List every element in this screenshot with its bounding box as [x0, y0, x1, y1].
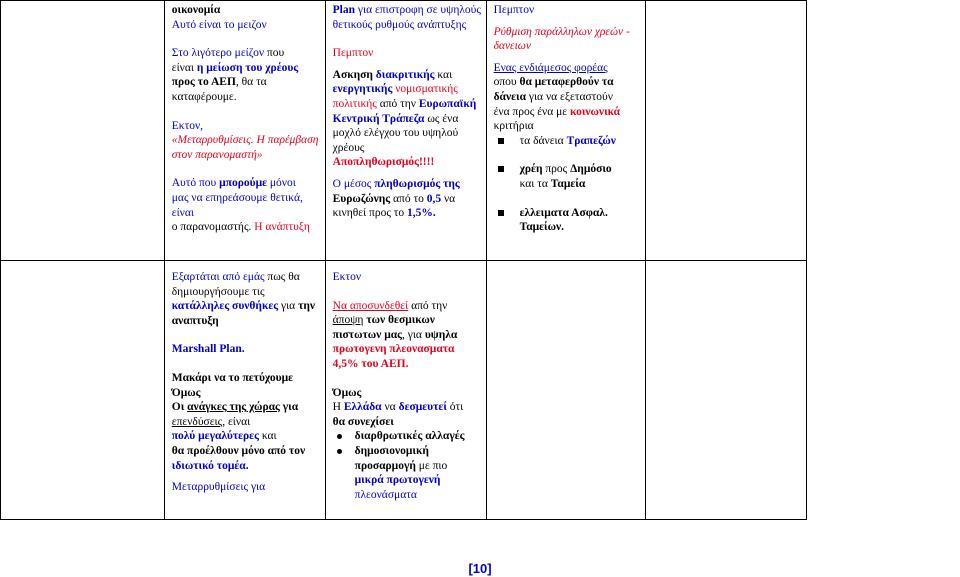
text-reforms-for: Μεταρρυθμίσεις για: [171, 481, 266, 494]
page-number: [10]: [468, 561, 492, 576]
paragraph-less-major: Στο λιγότερο μείζον που είναι η μείωση του χρέους προς το ΑΕΠ, θα τα καταφέρουμε.: [171, 47, 299, 103]
list-item: χρέη προς Δημόσιο και τα Ταμεία: [494, 162, 642, 191]
heading-pempton: Πεμπτον: [332, 47, 374, 60]
cell-col2-bottom: [325, 261, 486, 520]
list-commitments: [333, 429, 482, 502]
cell-empty-4: [646, 261, 807, 520]
cell-col1-top: [164, 1, 325, 261]
text-oikonomia: οικονομία: [171, 4, 221, 16]
text-meizon: Αυτό είναι το μειζον: [171, 18, 267, 31]
list-item: δημοσιονομική προσαρμογή με πιο μικρά πρωτογενή πλεονάσματα: [333, 444, 482, 502]
paragraph-monetary-policy: Ασκηση διακριτικής και ενεργητικής νομισματικής πολιτικής από την Ευρωπαϊκή Κεντρική Τράπεζα ως ένα μοχλό ελέγχου του υψηλού χρέους Αποπληθωρισμός!!!!: [332, 68, 477, 169]
list-item: ελλειματα Ασφαλ. Ταμείων.: [494, 206, 642, 235]
text-marshall-plan: Marshall Plan.: [171, 343, 245, 356]
text-hope: Μακάρι να το πετύχουμε: [171, 371, 294, 384]
heading-pempton-3: Πεμπτον: [493, 4, 535, 16]
paragraph-greece-commit: Η Ελλάδα να δεσμευτεί ότι θα συνεχίσει: [332, 401, 464, 428]
cell-col1-bottom: [164, 261, 325, 520]
text-intermediate-body: Ενας ενδιάμεσος φορέας: [493, 61, 608, 74]
paragraph-investment-needs: Οι ανάγκες της χώρας για επενδύσεις, είναι πολύ μεγαλύτερες και θα προέλθουν μόνο από τον ιδιωτικό τομέα.: [171, 401, 306, 472]
paragraph-depends-on-us: Εξαρτάται από εμάς πως θα δημιουργήσουμε τις κατάλληλες συνθήκες για την αναπτυξη: [171, 271, 316, 327]
cell-col3-bottom: [486, 261, 646, 520]
text-plan-return: Plan για επιστροφη σε υψηλούς θετικούς ρυθμούς ανάπτυξης: [332, 4, 481, 31]
list-item: τα δάνεια Τραπεζών: [494, 134, 642, 149]
heading-parallel-debts: Ρύθμιση παράλληλων χρεών - δανειων: [493, 25, 630, 53]
cell-empty-1: [1, 1, 165, 261]
list-loan-types: [494, 134, 642, 235]
paragraph-denominator: Αυτό που μπορούμε μόνοι μας να επηρεάσουμε θετικά, είναι ο παρανομαστής. Η ανάπτυξη: [171, 177, 310, 234]
text-reforms-intervention: «Μεταρρυθμίσεις. Η παρέμβαση στον παρανομαστή»: [171, 134, 319, 161]
heading-ekton-2: Εκτον: [332, 271, 362, 283]
list-item: διαρθρωτικές αλλαγές: [333, 429, 482, 444]
cell-empty-3: [1, 261, 165, 520]
heading-ekton: Εκτον,: [171, 119, 204, 132]
paragraph-inflation: Ο μέσος πληθωρισμός της Ευρωζώνης από το 0,5 να κινηθεί προς το 1,5%.: [332, 177, 460, 220]
text-omos-2: Όμως: [332, 386, 362, 399]
cell-empty-2: [646, 1, 807, 261]
cell-col3-top: [486, 1, 646, 261]
paragraph-loans-transfer: οπου θα μεταφερθούν τα δάνεια για να εξεταστούν ένα προς ένα με κοινωνικά κριτήρια: [493, 76, 621, 133]
cell-col2-top: [325, 1, 486, 261]
text-omos: Όμως: [171, 386, 201, 399]
paragraph-decouple: Να αποσυνδεθεί από την άποψη των θεσμικων πιστωτων μας, για υψηλα πρωτογενη πλεονασματα 4,5% του ΑΕΠ.: [332, 299, 458, 370]
